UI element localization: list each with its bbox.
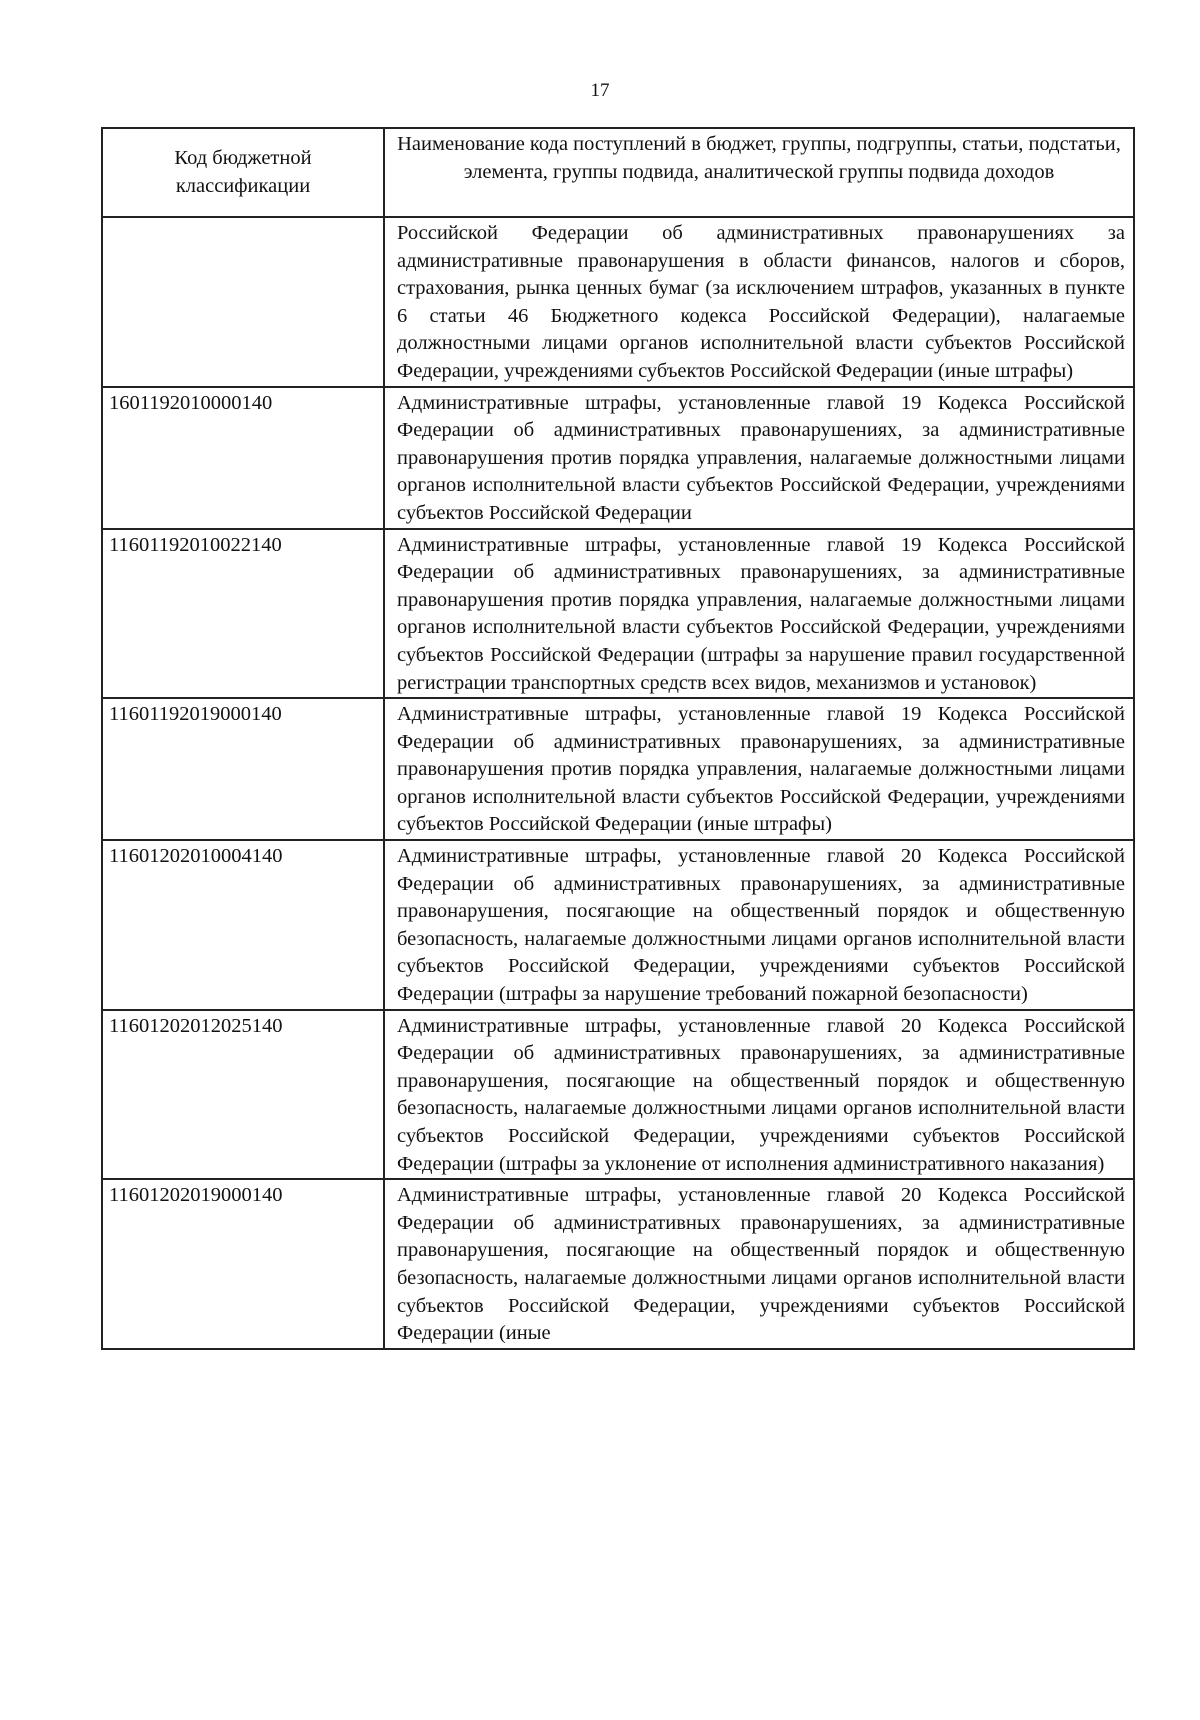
table-row	[102, 1179, 1134, 1349]
name-cell: Административные штрафы, установленные главой 19 Кодекса Российской Федерации об административных правонарушениях, за административные правонарушения против порядка управления, налагаемые должностными лицами органов исполнительной власти субъектов Российской Федерации, учреждениями субъектов Российской Федерации	[384, 387, 1134, 529]
header-code: Код бюджетной классификации	[102, 128, 384, 217]
table-header-row	[102, 128, 1134, 217]
code-cell	[102, 217, 384, 387]
code-cell: 11601202010004140	[102, 840, 384, 1010]
table-row	[102, 840, 1134, 1010]
name-cell: Административные штрафы, установленные главой 19 Кодекса Российской Федерации об административных правонарушениях, за административные правонарушения против порядка управления, налагаемые должностными лицами органов исполнительной власти субъектов Российской Федерации, учреждениями субъектов Российской Федерации (штрафы за нарушение правил государственной регистрации транспортных средств всех видов, механизмов и установок)	[384, 529, 1134, 699]
code-cell: 1601192010000140	[102, 387, 384, 529]
code-cell: 11601192019000140	[102, 698, 384, 840]
name-cell: Административные штрафы, установленные главой 20 Кодекса Российской Федерации об административных правонарушениях, за административные правонарушения, посягающие на общественный порядок и общественную безопасность, налагаемые должностными лицами органов исполнительной власти субъектов Российской Федерации, учреждениями субъектов Российской Федерации (иные	[384, 1179, 1134, 1349]
table-row	[102, 217, 1134, 387]
table-row	[102, 387, 1134, 529]
name-cell: Административные штрафы, установленные главой 19 Кодекса Российской Федерации об административных правонарушениях, за административные правонарушения против порядка управления, налагаемые должностными лицами органов исполнительной власти субъектов Российской Федерации, учреждениями субъектов Российской Федерации (иные штрафы)	[384, 698, 1134, 840]
code-cell: 11601192010022140	[102, 529, 384, 699]
name-cell: Административные штрафы, установленные главой 20 Кодекса Российской Федерации об административных правонарушениях, за административные правонарушения, посягающие на общественный порядок и общественную безопасность, налагаемые должностными лицами органов исполнительной власти субъектов Российской Федерации, учреждениями субъектов Российской Федерации (штрафы за нарушение требований пожарной безопасности)	[384, 840, 1134, 1010]
table-row	[102, 529, 1134, 699]
code-cell: 11601202012025140	[102, 1010, 384, 1180]
code-cell: 11601202019000140	[102, 1179, 384, 1349]
table-row	[102, 1010, 1134, 1180]
page-number: 17	[590, 80, 610, 101]
header-name: Наименование кода поступлений в бюджет, группы, подгруппы, статьи, подстатьи, элемента, группы подвида, аналитической группы подвида доходов	[384, 128, 1134, 217]
table-row	[102, 698, 1134, 840]
budget-classification-table	[101, 127, 1135, 1350]
name-cell: Российской Федерации об административных правонарушениях за административные правонарушения в области финансов, налогов и сборов, страхования, рынка ценных бумаг (за исключением штрафов, указанных в пункте 6 статьи 46 Бюджетного кодекса Российской Федерации), налагаемые должностными лицами органов исполнительной власти субъектов Российской Федерации, учреждениями субъектов Российской Федерации (иные штрафы)	[384, 217, 1134, 387]
name-cell: Административные штрафы, установленные главой 20 Кодекса Российской Федерации об административных правонарушениях, за административные правонарушения, посягающие на общественный порядок и общественную безопасность, налагаемые должностными лицами органов исполнительной власти субъектов Российской Федерации, учреждениями субъектов Российской Федерации (штрафы за уклонение от исполнения административного наказания)	[384, 1010, 1134, 1180]
